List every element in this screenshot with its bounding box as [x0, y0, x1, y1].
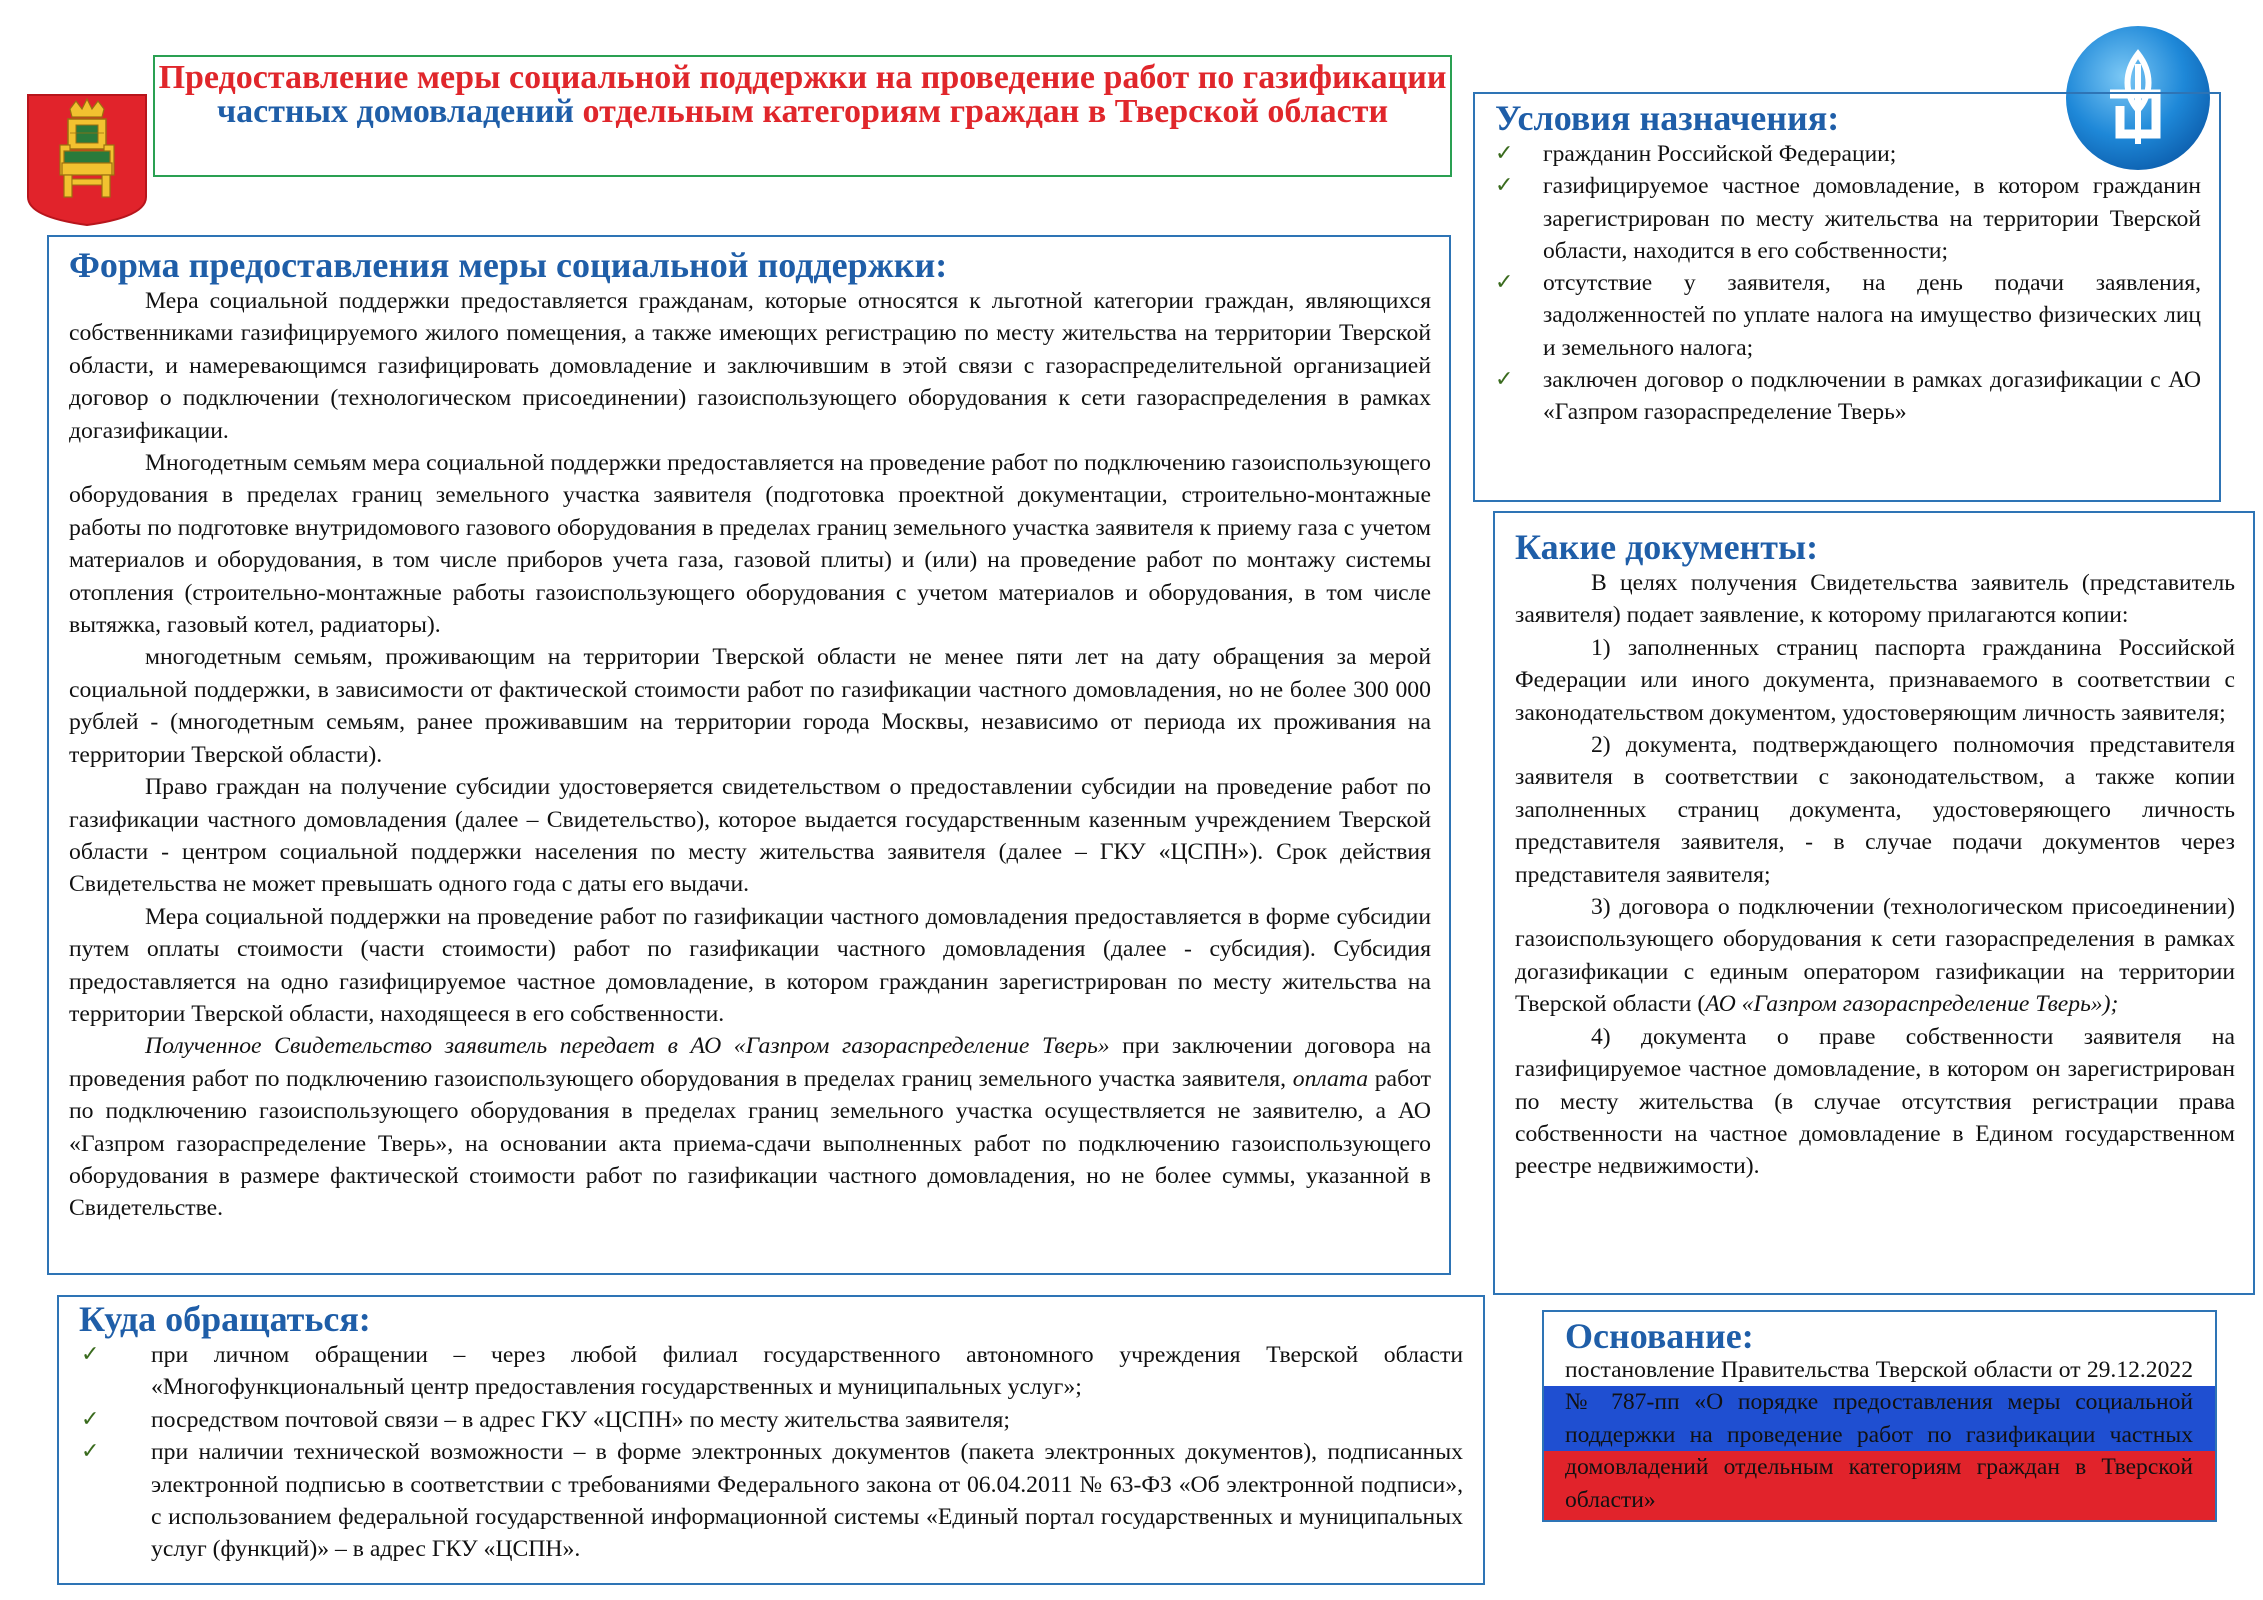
form-paragraph: Мера социальной поддержки на проведение работ по газификации частного домовладения предоставляется в форме субсидии путем оплаты стоимости (части стоимости) работ по газификации частного домовладения (далее - субсидия). Субсидия предоставляется на одно газифицируемое частное домовладение, в котором гражданин зарегистрирован по месту жительства на территории Тверской области, находящееся в его собственности.: [69, 903, 1431, 1027]
check-icon: ✓: [81, 1439, 100, 1465]
title-box: [153, 55, 1452, 177]
check-icon: ✓: [1495, 367, 1514, 393]
list-item: ✓ гражданин Российской Федерации;: [1495, 138, 2201, 170]
document-item: 4) документа о праве собственности заявителя на газифицируемое частное домовладение, в котором он зарегистрирован по месту жительства (в случае отсутствия регистрации права собственности на частное домовладение в Едином государственном реестре недвижимости).: [1515, 1023, 2235, 1180]
check-icon: ✓: [1495, 173, 1514, 199]
list-item: ✓ при наличии технической возможности – в форме электронных документов (пакета электронных документов), подписанных электронной подписью в соответствии с требованиями Федерального закона от 06.04.2011 № 63-ФЗ «Об электронной подписи», с использованием федеральной государственной информационной системы «Единый портал государственных и муниципальных услуг (функций)» – в адрес ГКУ «ЦСПН».: [79, 1436, 1463, 1566]
conditions-heading: Условия назначения:: [1495, 98, 1840, 138]
form-paragraph: Мера социальной поддержки предоставляется гражданам, которые относятся к льготной категории граждан, являющихся собственниками газифицируемого жилого помещения, а также имеющих регистрацию по месту жительства на территории Тверской области, и намеревающимся газифицировать домовладение и заключившим в этой связи с газораспределительной организацией договор о подключении (технологическом присоединении) газоиспользующего оборудования к сети газораспределения в рамках догазификации.: [69, 288, 1431, 444]
document-item: 1) заполненных страниц паспорта гражданина Российской Федерации или иного документа, признаваемого в соответствии с законодательством документом, удостоверяющим личность заявителя;: [1515, 634, 2235, 726]
list-item: ✓ отсутствие у заявителя, на день подачи заявления, задолженностей по уплате налога на имущество физических лиц и земельного налога;: [1495, 267, 2201, 364]
where-list: [79, 1339, 1463, 1566]
conditions-section: [1473, 92, 2221, 502]
check-icon: ✓: [1495, 270, 1514, 296]
form-heading: Форма предоставления меры социальной поддержки:: [69, 245, 948, 285]
documents-heading: Какие документы:: [1515, 527, 1819, 567]
form-paragraph: Право граждан на получение субсидии удостоверяется свидетельством о предоставлении субсидии на проведение работ по газификации частного домовладения (далее – Свидетельство), которое выдается государственным казенным учреждением Тверской области - центром социальной поддержки населения по месту жительства заявителя (далее – ГКУ «ЦСПН»). Срок действия Свидетельства не может превышать одного года с даты его выдачи.: [69, 774, 1431, 898]
where-section: [57, 1295, 1485, 1585]
list-item: ✓ газифицируемое частное домовладение, в котором гражданин зарегистрирован по месту жительства на территории Тверской области, находится в его собственности;: [1495, 170, 2201, 267]
basis-text: постановление Правительства Тверской области от 29.12.2022 № 787-пп «О порядке предоставления меры социальной поддержки на проведение работ по газификации частных домовладений отдельным категориям граждан в Тверской области»: [1565, 1357, 2193, 1513]
form-paragraph: многодетным семьям, проживающим на территории Тверской области не менее пяти лет на дату обращения за мерой социальной поддержки, в зависимости от фактической стоимости работ по газификации частного домовладения, но не более 300 000 рублей - (многодетным семьям, ранее проживавшим на территории города Москвы, независимо от периода их проживания на территории Тверской области).: [69, 644, 1431, 768]
page-title: Предоставление меры социальной поддержки на проведение работ по газификации частных домовладений отдельным категориям граждан в Тверской области: [158, 59, 1447, 130]
check-icon: ✓: [81, 1406, 100, 1432]
basis-heading: Основание:: [1565, 1316, 1754, 1356]
document-item: 2) документа, подтверждающего полномочия представителя заявителя в соответствии с законодательством, а также копии заполненных страниц документа, удостоверяющего личность представителя заявителя, - в случае подачи документов через представителя заявителя;: [1515, 732, 2235, 888]
document-item: 3) договора о подключении (технологическом присоединении) газоиспользующего оборудования к сети газораспределения в рамках догазификации с единым оператором газификации на территории Тверской области (АО «Газпром газораспределение Тверь»);: [1515, 894, 2235, 1018]
form-paragraph: Многодетным семьям мера социальной поддержки предоставляется на проведение работ по подключению газоиспользующего оборудования в пределах границ земельного участка заявителя (подготовка проектной документации, строительно-монтажные работы по подготовке внутридомового газового оборудования в пределах границ земельного участка заявителя к приему газа с учетом материалов и оборудования, в том числе приборов учета газа, газовой плиты) и (или) на проведение работ по монтажу системы отопления (строительно-монтажные работы газоиспользующего оборудования с учетом материалов и оборудования, в том числе вытяжка, газовый котел, радиаторы).: [69, 450, 1431, 639]
check-icon: ✓: [1495, 141, 1514, 166]
form-paragraph: Полученное Свидетельство заявитель передает в АО «Газпром газораспределение Тверь» при заключении договора на проведения работ по подключению газоиспользующего оборудования в пределах границ земельного участка заявителя, оплата работ по подключению газоиспользующего оборудования в пределах границ земельного участка осуществляется не заявителю, а АО «Газпром газораспределение Тверь», на основании акта приема-сдачи выполненных работ по подключению газоиспользующего оборудования в размере фактической стоимости работ по газификации частного домовладения, но не более суммы, указанной в Свидетельстве.: [69, 1033, 1432, 1222]
form-section: [47, 235, 1451, 1275]
where-heading: Куда обращаться:: [79, 1299, 371, 1339]
documents-intro: В целях получения Свидетельства заявитель (представитель заявителя) подает заявление, к которому прилагаются копии:: [1515, 570, 2235, 629]
documents-section: [1493, 511, 2255, 1295]
list-item: ✓ заключен договор о подключении в рамках догазификации с АО «Газпром газораспределение Тверь»: [1495, 364, 2201, 429]
check-icon: ✓: [81, 1342, 100, 1367]
conditions-list: [1495, 138, 2201, 429]
tver-coat-of-arms-icon: [26, 93, 148, 227]
list-item: ✓ посредством почтовой связи – в адрес ГКУ «ЦСПН» по месту жительства заявителя;: [79, 1404, 1463, 1436]
list-item: ✓ при личном обращении – через любой филиал государственного автономного учреждения Тверской области «Многофункциональный центр предоставления государственных и муниципальных услуг»;: [79, 1339, 1463, 1404]
basis-section: [1542, 1310, 2217, 1522]
